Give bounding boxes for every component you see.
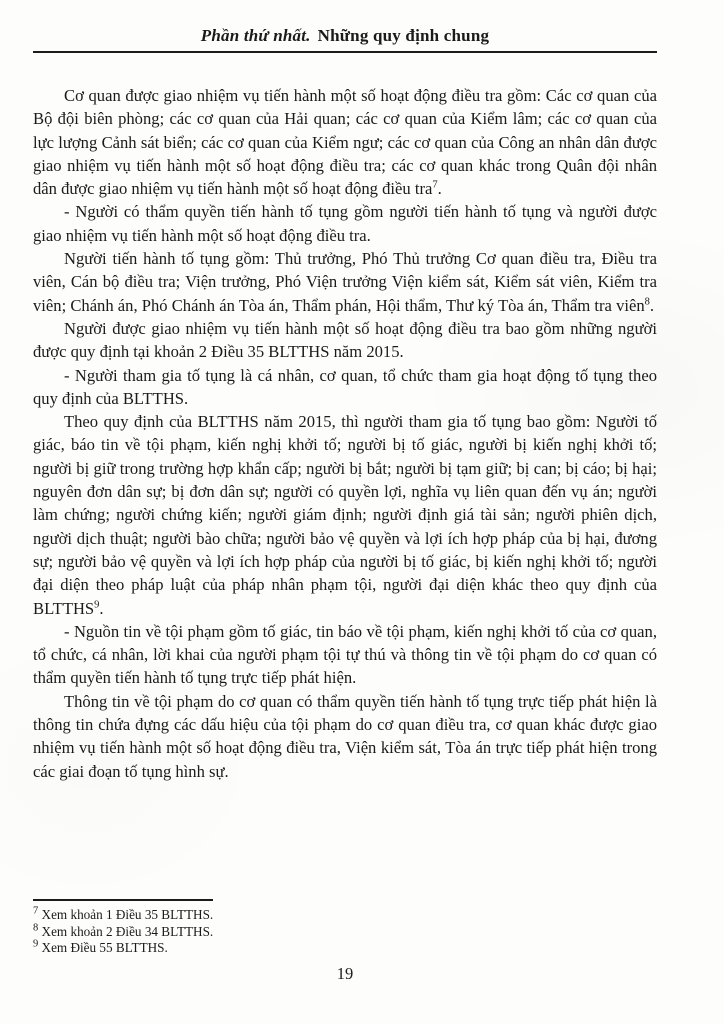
header-part-label: Phần thứ nhất. — [200, 26, 311, 45]
footnote-reference: 9 — [94, 599, 100, 610]
running-header — [33, 26, 657, 53]
footnote-marker: 8 — [33, 922, 39, 934]
header-rule — [33, 51, 657, 53]
footnote: $^7$ Xem khoản 1 Điều 35 BLTTHS. — [33, 905, 214, 922]
paragraph: Người được giao nhiệm vụ tiến hành một số hoạt động điều tra bao gồm những người được quy định tại khoản 2 Điều 35 BLTTHS năm 2015. — [33, 318, 657, 362]
footnote-reference: 8 — [644, 296, 650, 308]
paragraph: Cơ quan được giao nhiệm vụ tiến hành một số hoạt động điều tra gồm: Các cơ quan của Bộ đội biên phòng; các cơ quan của Hải quan; các cơ quan của Kiểm lâm; các cơ quan của lực lượng Cảnh sát biển; các cơ quan của Kiểm ngư; các cơ quan của Công an nhân dân được giao nhiệm vụ tiến hành một số hoạt động điều tra; các cơ quan khác trong Quân đội nhân dân được giao nhiệm vụ tiến hành một số hoạt động điều tra$^7$. — [33, 86, 657, 199]
paragraph: Thông tin về tội phạm do cơ quan có thẩm quyền tiến hành tố tụng trực tiếp phát hiện là thông tin chứa đựng các dấu hiệu của tội phạm do cơ quan điều tra, cơ quan khác được giao nhiệm vụ tiến hành một số hoạt động điều tra, Viện kiểm sát, Tòa án trực tiếp phát hiện trong các giai đoạn tố tụng hình sự. — [33, 691, 657, 781]
paragraph: - Nguồn tin về tội phạm gồm tố giác, tin báo về tội phạm, kiến nghị khởi tố của cơ quan, tổ chức, cá nhân, lời khai của người phạm tội tự thú và thông tin về tội phạm do cơ quan có thẩm quyền tiến hành tố tụng trực tiếp phát hiện. — [33, 621, 657, 688]
body-text — [33, 84, 657, 783]
header-section-title: Những quy định chung — [317, 26, 490, 45]
paragraph: - Người có thẩm quyền tiến hành tố tụng gồm người tiến hành tố tụng và người được giao nhiệm vụ tiến hành một số hoạt động điều tra. — [33, 202, 657, 245]
footnote-marker: 7 — [33, 905, 39, 917]
running-header-text — [33, 26, 657, 46]
footnote-block — [33, 899, 657, 957]
page-number: 19 — [336, 964, 354, 983]
paragraph: Theo quy định của BLTTHS năm 2015, thì người tham gia tố tụng bao gồm: Người tố giác, báo tin về tội phạm, kiến nghị khởi tố; người bị tố giác, người bị kiến nghị khởi tố; người bị giữ trong trường hợp khẩn cấp; người bị bắt; người bị tạm giữ; bị can; bị cáo; bị hại; nguyên đơn dân sự; bị đơn dân sự; người có quyền lợi, nghĩa vụ liên quan đến vụ án; người làm chứng; người chứng kiến; người giám định; người định giá tài sản; người phiên dịch, người dịch thuật; người bào chữa; người bảo vệ quyền và lợi ích hợp pháp của bị hại, đương sự; người bảo vệ quyền và lợi ích hợp pháp của người bị tố giác, bị kiến nghị khởi tố; người đại diện theo pháp luật của pháp nhân phạm tội, người đại diện khác theo quy định của BLTTHS$^9$. — [33, 412, 657, 618]
footnote: $^9$ Xem Điều 55 BLTTHS. — [33, 938, 168, 956]
footnote-reference: 7 — [432, 179, 438, 191]
footnote: $^8$ Xem khoản 2 Điều 34 BLTTHS. — [33, 922, 214, 939]
footnote-marker: 9 — [33, 938, 39, 950]
paragraph: - Người tham gia tố tụng là cá nhân, cơ quan, tổ chức tham gia hoạt động tố tụng theo quy định của BLTTHS. — [33, 365, 657, 408]
footnote-separator — [33, 899, 213, 901]
paragraph: Người tiến hành tố tụng gồm: Thủ trưởng, Phó Thủ trưởng Cơ quan điều tra, Điều tra viên, Cán bộ điều tra; Viện trưởng, Phó Viện trưởng Viện kiểm sát, Kiểm sát viên, Kiểm tra viên; Chánh án, Phó Chánh án Tòa án, Thẩm phán, Hội thẩm, Thư ký Tòa án, Thẩm tra viên$^8$. — [33, 249, 657, 315]
footnote-list — [33, 907, 657, 957]
